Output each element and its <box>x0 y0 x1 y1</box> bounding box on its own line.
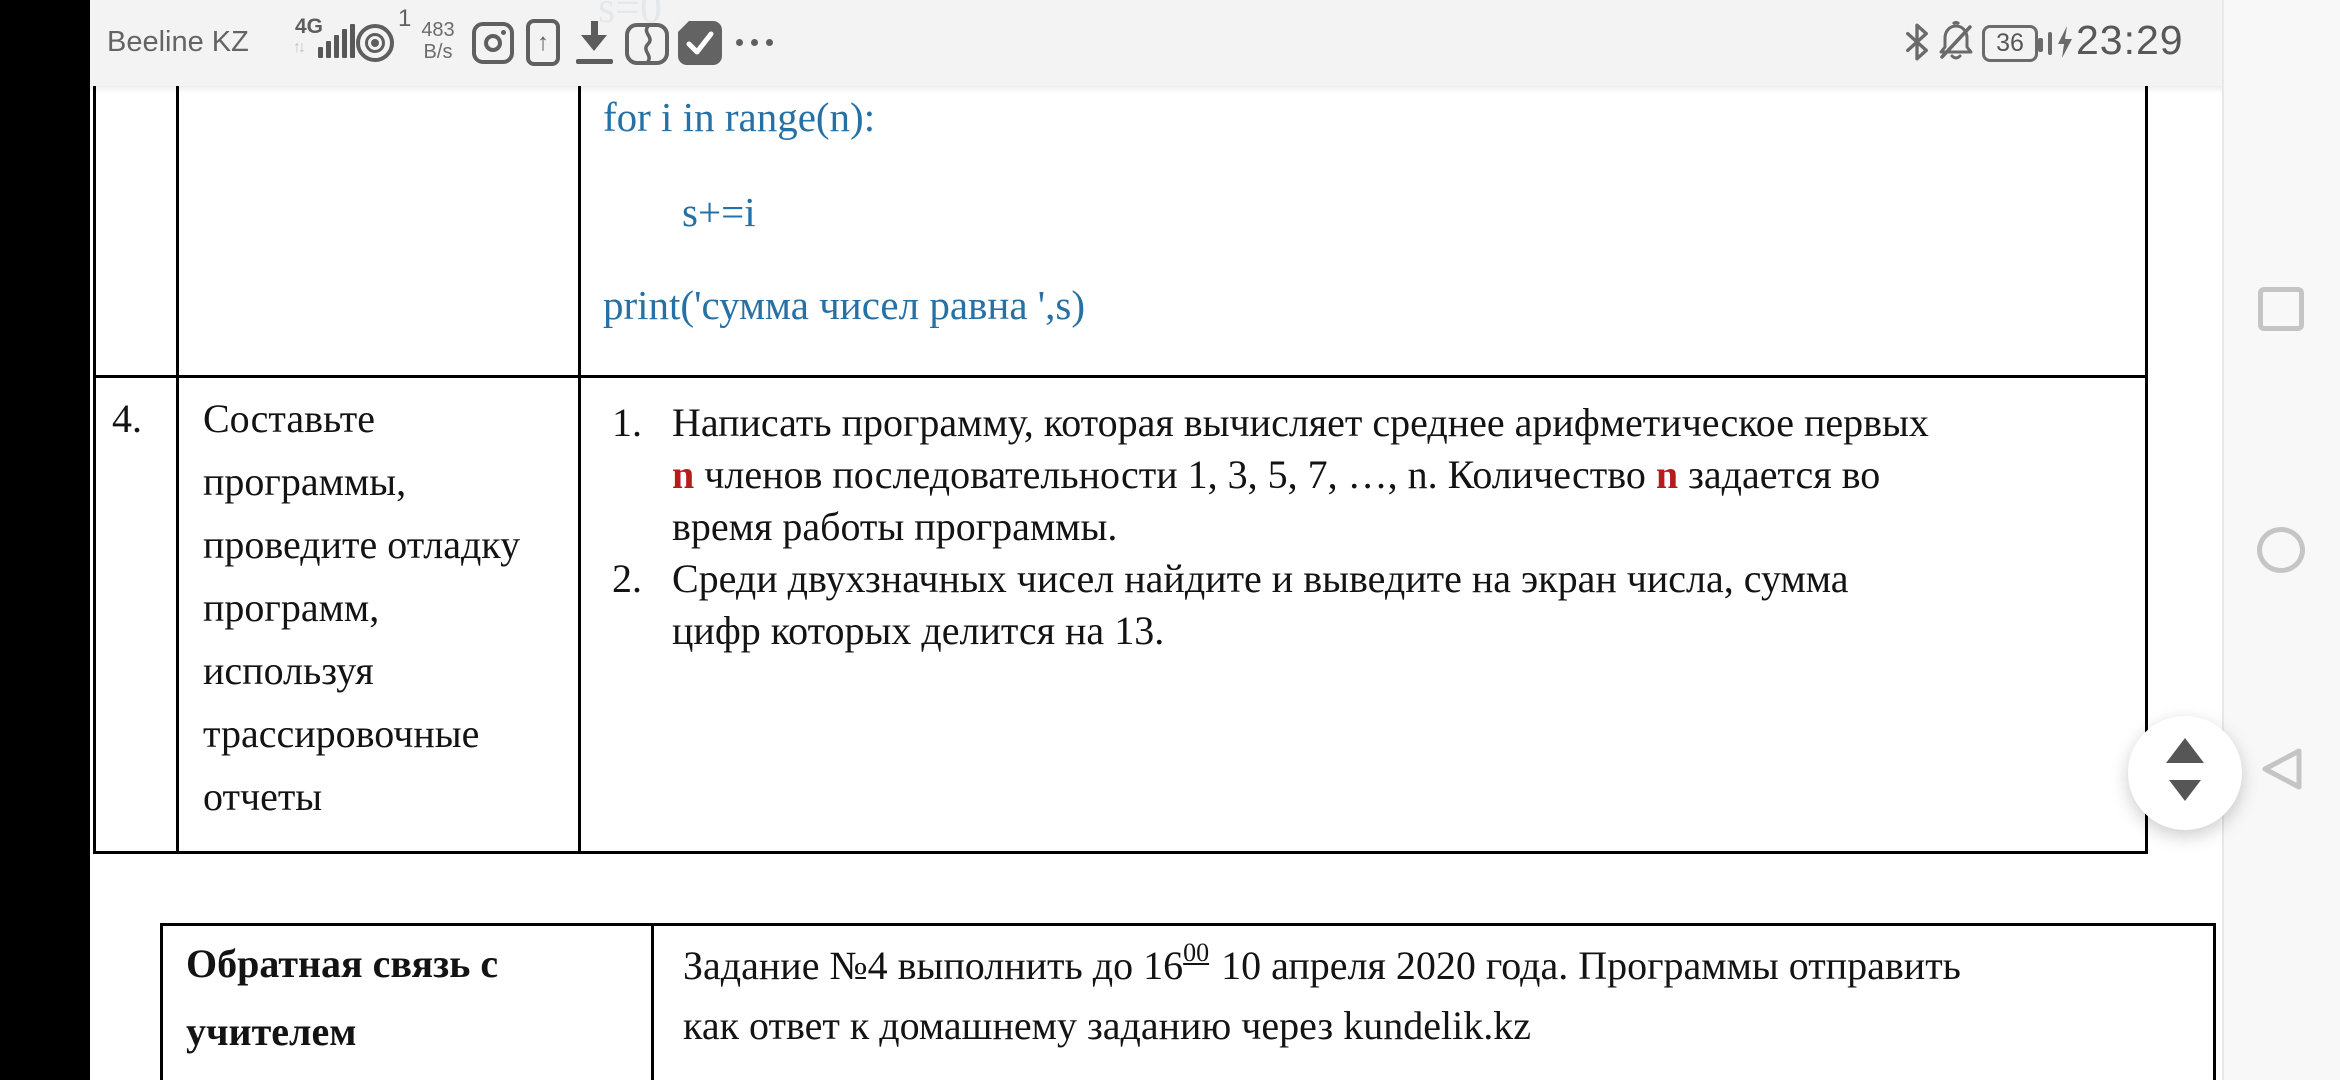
instagram-notification-icon <box>472 22 514 64</box>
feedback-label-line: учителем <box>186 1009 357 1054</box>
carrier-label: Beeline KZ <box>107 26 249 58</box>
task-item-number: 2. <box>612 556 642 601</box>
table-border <box>2213 923 2216 1080</box>
hotspot-icon <box>356 24 394 62</box>
code-line: print('сумма чисел равна ',s) <box>603 282 1086 328</box>
recents-button[interactable] <box>2258 287 2304 331</box>
task-check-icon <box>678 21 722 65</box>
table-border <box>93 86 96 854</box>
highlighted-n: n <box>672 452 695 497</box>
download-icon <box>574 21 614 67</box>
status-bar <box>90 0 2222 86</box>
task-item-text-line <box>672 452 1880 498</box>
quick-scroll-widget[interactable] <box>2128 716 2242 830</box>
table-border <box>93 375 2148 378</box>
feedback-text: Задание №4 выполнить до 16 <box>683 943 1184 988</box>
table-border <box>651 923 654 1080</box>
network-speed-unit: B/s <box>423 41 453 63</box>
row-description-line: программ, <box>203 585 380 630</box>
battery-icon <box>1982 25 2038 62</box>
network-type-badge: 4G <box>295 15 324 38</box>
battery-terminal-icon <box>2048 32 2052 55</box>
row-description-line: трассировочные <box>203 711 480 756</box>
table-border <box>160 923 163 1080</box>
network-speed <box>412 19 464 63</box>
navigation-bar <box>2222 0 2340 1080</box>
bluetooth-icon <box>1904 23 1930 65</box>
code-line: s+=i <box>682 189 756 235</box>
feedback-text-line <box>683 938 1961 989</box>
phone-share-icon: ↑ <box>526 19 560 66</box>
highlighted-n: n <box>1655 452 1679 497</box>
table-border <box>578 86 581 854</box>
row-description-line: Составьте <box>203 396 375 441</box>
data-arrows-icon: ↑↓ <box>293 39 303 56</box>
feedback-text-line: как ответ к домашнему заданию через kundelik.kz <box>683 1003 1531 1048</box>
row-description-line: используя <box>203 648 374 693</box>
back-button[interactable] <box>2256 744 2306 799</box>
table-border <box>93 851 2148 854</box>
table-border <box>160 923 2216 926</box>
task-item-text: членов последовательности 1, 3, 5, 7, …, n. Количество <box>694 452 1656 497</box>
battery-percent: 36 <box>1996 29 2024 57</box>
feedback-text: 10 апреля 2020 года. Программы отправить <box>1221 943 1961 988</box>
network-speed-value: 483 <box>421 19 455 41</box>
clock: 23:29 <box>2076 17 2184 63</box>
task-item-text-line: цифр которых делится на 13. <box>672 608 1165 653</box>
home-button[interactable] <box>2257 527 2305 573</box>
task-item-text-line: Среди двухзначных чисел найдите и выведите на экран числа, сумма <box>672 556 1849 601</box>
row-description-line: проведите отладку <box>203 522 521 567</box>
task-item-text: задается во <box>1678 452 1881 497</box>
row-description-line: программы, <box>203 459 407 504</box>
task-item-text-line: время работы программы. <box>672 504 1118 549</box>
row-description-line: отчеты <box>203 774 323 819</box>
task-item-number: 1. <box>612 400 642 445</box>
more-dots-icon <box>736 39 784 47</box>
scroll-up-icon[interactable] <box>2166 738 2204 763</box>
hotspot-count: 1 <box>398 5 412 32</box>
scroll-down-icon[interactable] <box>2169 780 2201 801</box>
charging-bolt-icon <box>2056 26 2074 62</box>
notifications-off-icon <box>1936 21 1976 67</box>
row-number: 4. <box>112 396 142 441</box>
app-twin-icon <box>624 22 670 70</box>
signal-bars-icon <box>318 24 356 60</box>
feedback-label-line: Обратная связь с <box>186 941 499 986</box>
deadline-superscript: 00 <box>1183 938 1210 967</box>
task-item-text-line: Написать программу, которая вычисляет среднее арифметическое первых <box>672 400 1929 445</box>
left-letterbox <box>0 0 90 1080</box>
code-line: for i in range(n): <box>603 94 876 140</box>
table-border <box>176 86 179 854</box>
